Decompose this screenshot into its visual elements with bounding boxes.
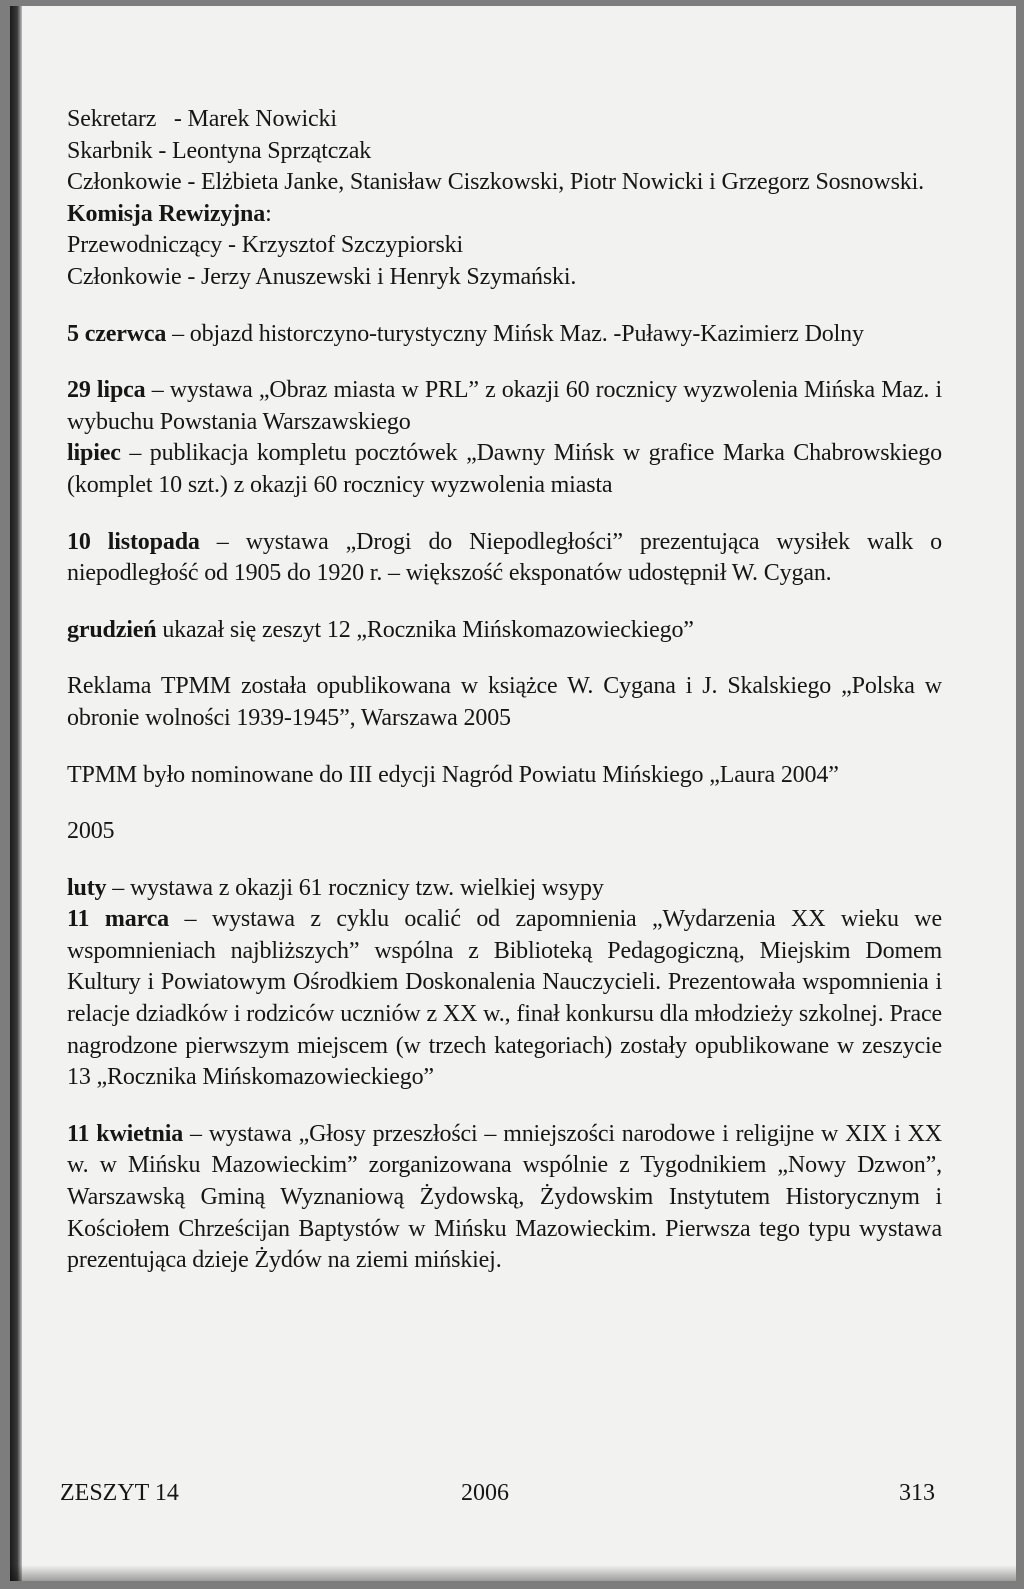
page-bottom-shadow [10, 1565, 1016, 1581]
komisja-title: Komisja Rewizyjna [67, 200, 266, 227]
role-label: Sekretarz [67, 106, 157, 132]
entry-text: – objazd historczyno-turystyczny Mińsk Maz. -Puławy-Kazimierz Dolny [166, 320, 864, 347]
entry-date: luty [67, 874, 107, 901]
page-binding-edge [10, 6, 22, 1581]
board-czlonkowie: Członkowie - Elżbieta Janke, Stanisław Ciszkowski, Piotr Nowicki i Grzegorz Sosnowski. [67, 169, 924, 196]
entry-lipiec [67, 438, 942, 501]
entry-11-kwietnia [67, 1119, 942, 1277]
entry-text: – wystawa „Drogi do Niepodległości” prezentująca wysiłek walk o niepodległość od 1905 do 1920 r. – większość eksponatów udostępnił W. Cygan. [67, 528, 942, 587]
entry-text: – wystawa „Głosy przeszłości – mniejszości narodowe i religijne w XIX i XX w. w Mińsku Mazowieckim” zorganizowana wspólnie z Tygodnikiem „Nowy Dzwon”, Warszawską Gminą Wyznaniową Żydowską, Żydowskim Instytutem Historycznym i Kościołem Chrześcijan Baptystów w Mińsku Mazowieckim. Pierwsza tego typu wystawa prezentująca dzieje Żydów na ziemi mińskiej. [67, 1120, 942, 1274]
footer-year: 2006 [461, 1480, 509, 1506]
komisja-colon: : [265, 200, 272, 227]
entry-luty [67, 873, 942, 905]
note-reklama: Reklama TPMM została opublikowana w książce W. Cygana i J. Skalskiego „Polska w obronie wolności 1939-1945”, Warszawa 2005 [67, 673, 942, 731]
entry-date: 29 lipca [67, 377, 146, 404]
board-skarbnik [67, 136, 942, 168]
entry-date: 11 marca [67, 906, 170, 933]
board-sekretarz [67, 104, 942, 136]
footer-issue: ZESZYT 14 [60, 1480, 179, 1506]
page-body [67, 104, 942, 1277]
komisja-przewodniczacy: Przewodniczący - Krzysztof Szczypiorski [67, 232, 463, 259]
komisja-czlonkowie: Członkowie - Jerzy Anuszewski i Henryk Szymański. [67, 263, 577, 290]
entry-text: – wystawa „Obraz miasta w PRL” z okazji 60 rocznicy wyzwolenia Mińska Maz. i wybuchu Powstania Warszawskiego [67, 377, 942, 435]
person-name: - Marek Nowicki [173, 106, 337, 132]
entry-5-czerwca [67, 319, 942, 351]
entry-date: grudzień [67, 616, 157, 643]
entry-10-listopada [67, 527, 942, 590]
entry-text: – wystawa z cyklu ocalić od zapomnienia „Wydarzenia XX wieku we wspomnieniach najbliższych” wspólna z Biblioteką Pedagogiczną, Miejskim Domem Kultury i Powiatowym Ośrodkiem Doskonalenia Nauczycieli. Prezentowała wspomnienia i relacje dziadków i rodziców uczniów z XX w., finał konkursu dla młodzieży szkolnej. Prace nagrodzone pierwszym miejscem (w trzech kategoriach) zostały opublikowane w zeszycie 13 „Rocznika Mińskomazowieckiego” [67, 906, 942, 1091]
book-page [10, 6, 1016, 1581]
entry-date: lipiec [67, 440, 121, 467]
entry-date: 11 kwietnia [67, 1120, 184, 1147]
year-heading: 2005 [67, 818, 115, 845]
role-label: Skarbnik [67, 137, 153, 164]
entry-date: 10 listopada [67, 528, 200, 555]
entry-date: 5 czerwca [67, 320, 167, 347]
entry-11-marca [67, 904, 942, 1094]
page-number: 313 [899, 1480, 935, 1506]
komisja-heading [67, 199, 942, 231]
note-nominacja: TPMM było nominowane do III edycji Nagród Powiatu Mińskiego „Laura 2004” [67, 761, 839, 788]
entry-text: ukazał się zeszyt 12 „Rocznika Mińskomazowieckiego” [156, 616, 694, 643]
person-name: - Leontyna Sprzątczak [158, 137, 372, 164]
entry-grudzien [67, 615, 942, 647]
page-footer [60, 1480, 935, 1514]
entry-text: – wystawa z okazji 61 rocznicy tzw. wielkiej wsypy [106, 874, 604, 901]
entry-29-lipca [67, 375, 942, 438]
entry-text: – publikacja kompletu pocztówek „Dawny Mińsk w grafice Marka Chabrowskiego (komplet 10 szt.) z okazji 60 rocznicy wyzwolenia miasta [67, 440, 942, 498]
